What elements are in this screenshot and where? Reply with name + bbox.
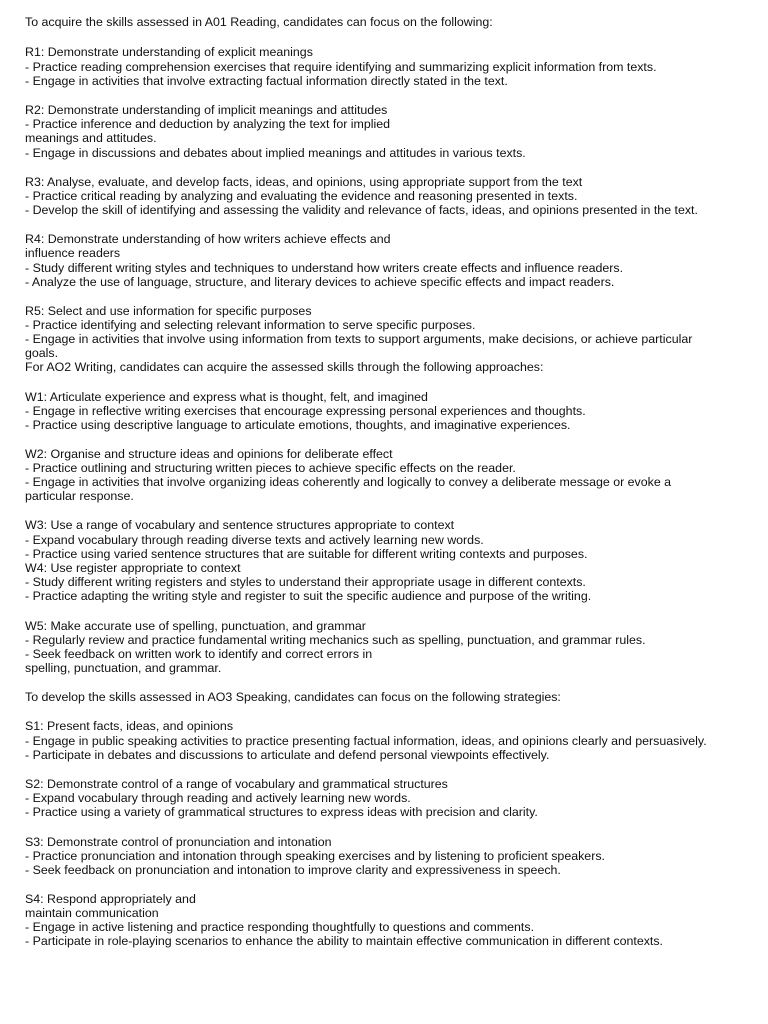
w5-bullet-cont: spelling, punctuation, and grammar. [25, 661, 222, 675]
r5-bullet: - Engage in activities that involve using information from texts to support arguments, make decisions, or achieve particular [25, 332, 693, 346]
r1-bullet: - Engage in activities that involve extracting factual information directly stated in the text. [25, 74, 508, 88]
s4-heading-cont: maintain communication [25, 906, 159, 920]
r1-heading: R1: Demonstrate understanding of explicit meanings [25, 45, 313, 59]
s1-bullet: - Participate in debates and discussions to articulate and defend personal viewpoints effectively. [25, 748, 550, 762]
r5-heading: R5: Select and use information for specific purposes [25, 304, 312, 318]
w1-bullet: - Practice using descriptive language to articulate emotions, thoughts, and imaginative experiences. [25, 418, 571, 432]
r2-bullet: - Practice inference and deduction by analyzing the text for implied [25, 117, 391, 131]
w5-bullet: - Seek feedback on written work to identify and correct errors in [25, 647, 373, 661]
r4-heading-cont: influence readers [25, 246, 121, 260]
r2-bullet: - Engage in discussions and debates about implied meanings and attitudes in various texts. [25, 146, 526, 160]
s2-bullet: - Practice using a variety of grammatical structures to express ideas with precision and clarity. [25, 805, 538, 819]
w2-heading: W2: Organise and structure ideas and opinions for deliberate effect [25, 447, 393, 461]
s4-bullet: - Participate in role-playing scenarios to enhance the ability to maintain effective communication in different contexts. [25, 934, 664, 948]
w2-bullet: - Practice outlining and structuring written pieces to achieve specific effects on the reader. [25, 461, 516, 475]
s4-bullet: - Engage in active listening and practice responding thoughtfully to questions and comments. [25, 920, 535, 934]
r1-bullet: - Practice reading comprehension exercises that require identifying and summarizing explicit information from texts. [25, 60, 657, 74]
s2-heading: S2: Demonstrate control of a range of vocabulary and grammatical structures [25, 777, 448, 791]
intro-reading: To acquire the skills assessed in A01 Reading, candidates can focus on the following: [25, 15, 493, 29]
r2-heading: R2: Demonstrate understanding of implicit meanings and attitudes [25, 103, 388, 117]
w1-heading: W1: Articulate experience and express what is thought, felt, and imagined [25, 390, 428, 404]
r5-bullet-cont: goals. [25, 346, 59, 360]
w2-bullet: - Engage in activities that involve organizing ideas coherently and logically to convey a deliberate message or evoke a [25, 475, 672, 489]
intro-speaking: To develop the skills assessed in AO3 Speaking, candidates can focus on the following strategies: [25, 690, 561, 704]
s3-bullet: - Practice pronunciation and intonation through speaking exercises and by listening to proficient speakers. [25, 849, 605, 863]
w3-heading: W3: Use a range of vocabulary and sentence structures appropriate to context [25, 518, 455, 532]
r4-heading: R4: Demonstrate understanding of how writers achieve effects and [25, 232, 391, 246]
w4-heading: W4: Use register appropriate to context [25, 561, 241, 575]
r3-bullet: - Develop the skill of identifying and assessing the validity and relevance of facts, ideas, and opinions presented in the text. [25, 203, 698, 217]
s3-heading: S3: Demonstrate control of pronunciation and intonation [25, 835, 332, 849]
w2-bullet-cont: particular response. [25, 489, 134, 503]
s1-heading: S1: Present facts, ideas, and opinions [25, 719, 234, 733]
w4-bullet: - Study different writing registers and styles to understand their appropriate usage in different contexts. [25, 575, 586, 589]
w5-bullet: - Regularly review and practice fundamental writing mechanics such as spelling, punctuation, and grammar rules. [25, 633, 646, 647]
r4-bullet: - Analyze the use of language, structure, and literary devices to achieve specific effects and impact readers. [25, 275, 615, 289]
s1-bullet: - Engage in public speaking activities to practice presenting factual information, ideas, and opinions clearly and persuasively. [25, 734, 707, 748]
s2-bullet: - Expand vocabulary through reading and actively learning new words. [25, 791, 411, 805]
r2-bullet-cont: meanings and attitudes. [25, 131, 157, 145]
intro-writing: For AO2 Writing, candidates can acquire the assessed skills through the following approaches: [25, 360, 544, 374]
w4-bullet: - Practice adapting the writing style and register to suit the specific audience and purpose of the writing. [25, 589, 592, 603]
w3-bullet: - Expand vocabulary through reading diverse texts and actively learning new words. [25, 533, 484, 547]
w1-bullet: - Engage in reflective writing exercises that encourage expressing personal experiences and thoughts. [25, 404, 586, 418]
w5-heading: W5: Make accurate use of spelling, punctuation, and grammar [25, 619, 366, 633]
w3-bullet: - Practice using varied sentence structures that are suitable for different writing contexts and purposes. [25, 547, 588, 561]
s4-heading: S4: Respond appropriately and [25, 892, 196, 906]
r3-bullet: - Practice critical reading by analyzing and evaluating the evidence and reasoning presented in texts. [25, 189, 578, 203]
r3-heading: R3: Analyse, evaluate, and develop facts, ideas, and opinions, using appropriate support from the text [25, 175, 583, 189]
r5-bullet: - Practice identifying and selecting relevant information to serve specific purposes. [25, 318, 476, 332]
s3-bullet: - Seek feedback on pronunciation and intonation to improve clarity and expressiveness in speech. [25, 863, 561, 877]
r4-bullet: - Study different writing styles and techniques to understand how writers create effects and influence readers. [25, 261, 624, 275]
